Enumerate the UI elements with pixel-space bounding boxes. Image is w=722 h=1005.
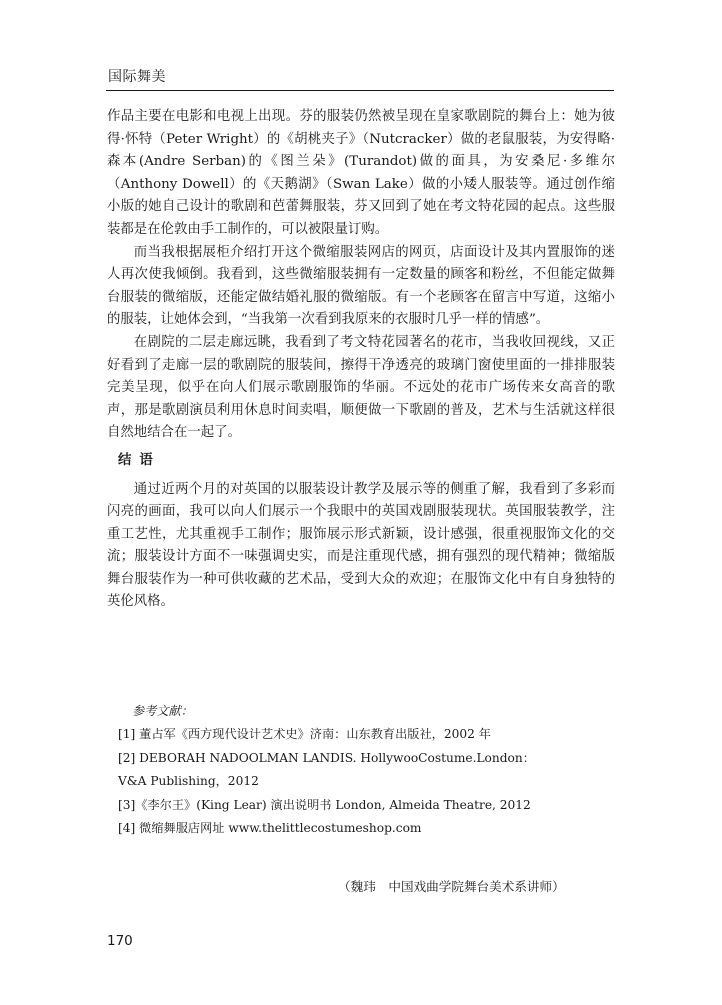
page-number: 170 [107, 933, 133, 949]
reference-item: [4] 微缩舞服店网址 www.thelittlecostumeshop.com [118, 821, 422, 836]
paragraph: 在剧院的二层走廊远眺，我看到了考文特花园著名的花市，当我收回视线，又正好看到了走廊一层的歌剧院的服装间，擦得干净透亮的玻璃门窗使里面的一排排服装完美呈现，似乎在向人们展示歌剧服饰的华丽。不远处的花市广场传来女高音的歌声，那是歌剧演员利用休息时间卖唱，顺便做一下歌剧的普及，艺术与生活就这样很自然地结合在一起了。 [107, 334, 615, 441]
references-label: 参考文献： [132, 704, 193, 718]
header-divider [106, 90, 614, 91]
reference-item: [1] 董占军《西方现代设计艺术史》济南：山东教育出版社，2002 年 [118, 727, 491, 742]
running-header: 国际舞美 [108, 69, 166, 85]
conclusion-paragraph: 通过近两个月的对英国的以服装设计教学及展示等的侧重了解，我看到了多彩而闪亮的画面，我可以向人们展示一个我眼中的英国戏剧服装现状。英国服装教学，注重工艺性，尤其重视手工制作；服饰展示形式新颖，设计感强，很重视服饰文化的交流；服装设计方面不一味强调史实，而是注重现代感，拥有强烈的现代精神；微缩版舞台服装作为一种可供收藏的艺术品，受到大众的欢迎；在服饰文化中有自身独特的英伦风格。 [107, 481, 615, 610]
reference-item: [2] DEBORAH NADOOLMAN LANDIS. HollywooCostume.London： [118, 750, 535, 765]
paragraph: 而当我根据展柜介绍打开这个微缩服装网店的网页，店面设计及其内置服饰的迷人再次使我倾倒。我看到，这些微缩服装拥有一定数量的顾客和粉丝，不但能定做舞台服装的微缩版，还能定做结婚礼服的微缩版。有一个老顾客在留言中写道，这缩小的服装，让她体会到，“当我第一次看到我原来的衣服时几乎一样的情感”。 [107, 244, 615, 328]
section-heading: 结语 [118, 452, 161, 468]
article-body [107, 106, 615, 614]
reference-item-continuation: V&A Publishing，2012 [118, 774, 259, 789]
reference-item: [3]《李尔王》(King Lear) 演出说明书 London, Almeida Theatre, 2012 [118, 797, 531, 812]
references [118, 700, 588, 840]
paragraph-continued: 作品主要在电影和电视上出现。芬的服装仍然被呈现在皇家歌剧院的舞台上：她为彼得·怀特（Peter Wright）的《胡桃夹子》（Nutcracker）做的老鼠服装，为安得略·森本(Andre Serban)的《图兰朵》(Turandot)做的面具，为安桑尼·多维尔（Anthony Dowell）的《天鹅湖》（Swan Lake）做的小矮人服装等。通过创作缩小版的她自己设计的歌剧和芭蕾舞服装，芬又回到了她在考文特花园的起点。这些服装都是在伦敦由手工制作的，可以被限量订购。 [107, 109, 615, 237]
author-signature: （魏玮 中国戏曲学院舞台美术系讲师） [338, 879, 565, 894]
